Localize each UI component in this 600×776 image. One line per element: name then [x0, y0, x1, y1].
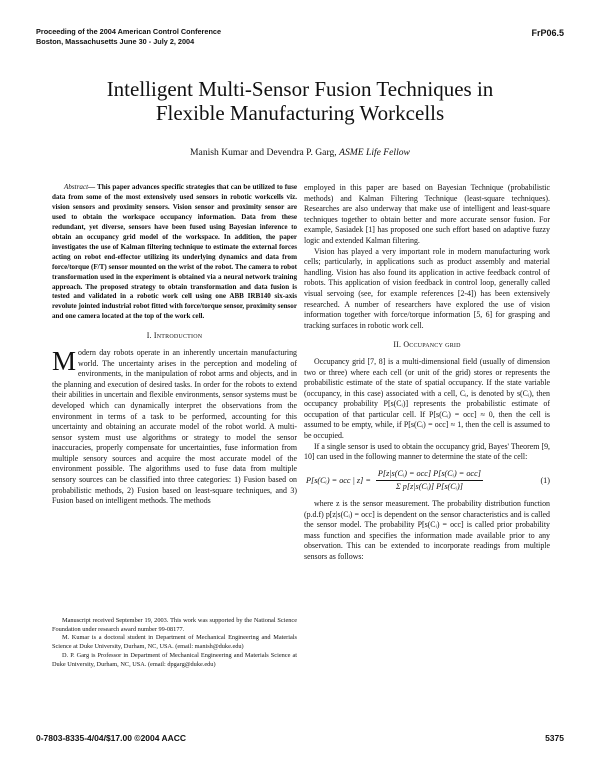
equation-lhs — [306, 469, 483, 493]
equation-fraction — [376, 469, 483, 493]
authors — [36, 147, 564, 158]
equation-denominator: Σ p[z|s(Cᵢ)] P[s(Cᵢ)] — [395, 482, 463, 492]
author-note: ASME Life Fellow — [339, 147, 410, 158]
equation-number: (1) — [540, 475, 550, 485]
title-line-2: Flexible Manufacturing Workcells — [155, 101, 445, 125]
footnote-1: Manuscript received September 19, 2003. This work was supported by the National Science Foundation under research award number 99-08177. — [52, 617, 297, 633]
title-line-1: Intelligent Multi-Sensor Fusion Techniques in — [106, 77, 494, 101]
abstract — [52, 183, 297, 322]
continued-paragraph: employed in this paper are based on Bayesian Technique (probabilistic methods) and Kalman Filtering Technique (least-square techniques). Researches are also underway that make use of intelligent and least-square techniques together to obtain better and more accurate sensor fusion. For example, Sasiadek [1] has proposed one such effort based on adaptive fuzzy logic and extended Kalman filtering. — [304, 183, 550, 245]
paper-title — [36, 77, 564, 125]
author-names: Manish Kumar and Devendra P. Garg, — [190, 147, 337, 158]
occupancy-paragraph: Occupancy grid [7, 8] is a multi-dimensional field (usually of dimension two or three) where each cell (or unit of the grid) stores or represents the probabilistic estimate of the state of spatial occupancy. If the state variable (occupancy, in this case) associated with a cell, Cᵢ, is denoted by s(Cᵢ), then occupancy probability P[s(Cᵢ)] represents the probabilistic estimate of occupation of that particular cell. If P[s(Cᵢ) = occ] ≈ 0, then the cell is assumed to be empty, while, if P[s(Cᵢ) = occ] ≈ 1, then the cell is assumed to be occupied. — [304, 356, 550, 441]
bayes-paragraph: If a single sensor is used to obtain the occupancy grid, Bayes' Theorem [9, 10] can used in the following manner to determine the state of the cell: — [304, 441, 550, 462]
conference-line-1: Proceeding of the 2004 American Control Conference — [36, 27, 222, 36]
sensor-model-paragraph: where z is the sensor measurement. The probability distribution function (p.d.f) p[z|s(Cᵢ) = occ] is dependent on the sensor characteristics and is called the sensor model. The probability P[s(Cᵢ) = occ] is called prior probability mass function and specifies the information made available prior to any observation. This can be extended to incorporate readings from multiple sensors as follows: — [304, 499, 550, 561]
footnote-3: D. P. Garg is Professor in Department of Mechanical Engineering and Materials Science at Duke University, Durham, NC, USA. (email: dpgarg@duke.edu) — [52, 651, 297, 668]
equation-numerator: P[z|s(Cᵢ) = occ] P[s(Cᵢ) = occ] — [376, 469, 483, 482]
vision-paragraph: Vision has played a very important role in modern manufacturing work cells; particularly, in applications such as product assembly and material handling. Vision has also found its application in active feedback control of robots. This application of vision feedback in control loop, generally called visual servoing (see, for example references [2-4]) has been extensively researched. A number of researchers have explored the use of vision information together with force/torque information [5, 6] for grasping and tracking surfaces in robotic work cell. — [304, 246, 550, 330]
intro-text: odern day robots operate in an inherently uncertain manufacturing world. The uncertainty arises in the perception and modeling of environments, in the manipulation of robot arms and objects, and in the planning and execution of desired tasks. In order for the robots to extend their abilities in uncertain and flexible environments, sensor systems must be developed which can dynamically interpret the observations from the environment in terms of a task to be performed, accounting for this uncertainty and obtaining an accurate model of the robot world. A multi-sensor system must use algorithms or strategy to model the sensor inaccuracies, properly compensate for uncertainties, fuse information from multiple sensory sources and acquire the most accurate model of the environment possible. The algorithms used to fuse data from multiple sensory sources can be classified into three categories: 1) Fusion based on probabilistic methods, 2) Fusion based on least-square techniques, and 3) Fusion based on intelligent methods. The methods — [52, 347, 297, 506]
session-code: FrP06.5 — [531, 28, 564, 38]
equation-lhs-text: P[s(Cᵢ) = occ | z] = — [306, 475, 371, 485]
conference-info — [36, 27, 221, 47]
abstract-text: — This paper advances specific strategies that can be utilized to fuse data from some of the most extensively used sensors in robotic workcells viz. vision sensors and proximity sensors. Vision sensor and proximity sensor are used to obtain the workspace occupancy information. Data from these redundant, yet diverse, sensors have been fused using Bayesian inference to obtain an occupancy grid model of the workspace. In addition, the paper investigates the use of Kalman filtering technique to estimate the external forces acting on robot end-effector utilizing its underlying dynamics and data from force/torque (F/T) sensor mounted on the wrist of the robot. The camera to robot transformation used in the experiment is obtained via a neural network training approach. The proposed strategy to obtain transformation and data fusion is tested and validated in a robotic work cell using one ABB IRB140 six-axis revolute jointed industrial robot fitted with force/torque sensor, proximity sensor and one camera located at the top of the work cell. — [52, 183, 297, 321]
section-2-title: Occupancy grid — [403, 340, 461, 350]
page-footer — [36, 733, 564, 743]
isbn: 0-7803-8335-4/04/$17.00 ©2004 AACC — [36, 733, 187, 743]
left-column — [52, 183, 297, 507]
conference-line-2: Boston, Massachusetts June 30 - July 2, 2004 — [36, 37, 195, 46]
section-1-title: Introduction — [153, 331, 203, 341]
page-number: 5375 — [545, 733, 564, 743]
intro-paragraph — [52, 345, 297, 507]
abstract-lead: Abstract — [64, 183, 89, 191]
footnotes — [52, 617, 297, 669]
right-column — [304, 183, 550, 563]
section-heading-1 — [52, 331, 297, 342]
footnote-2: M. Kumar is a doctoral student in Department of Mechanical Engineering and Materials Science at Duke University, Durham, NC, USA. (email: manish@duke.edu) — [52, 634, 297, 651]
drop-cap: M — [52, 345, 77, 376]
section-heading-2 — [304, 340, 550, 351]
section-2-number: II. — [393, 340, 402, 350]
equation-1 — [306, 469, 550, 493]
section-1-number: I. — [146, 331, 152, 341]
